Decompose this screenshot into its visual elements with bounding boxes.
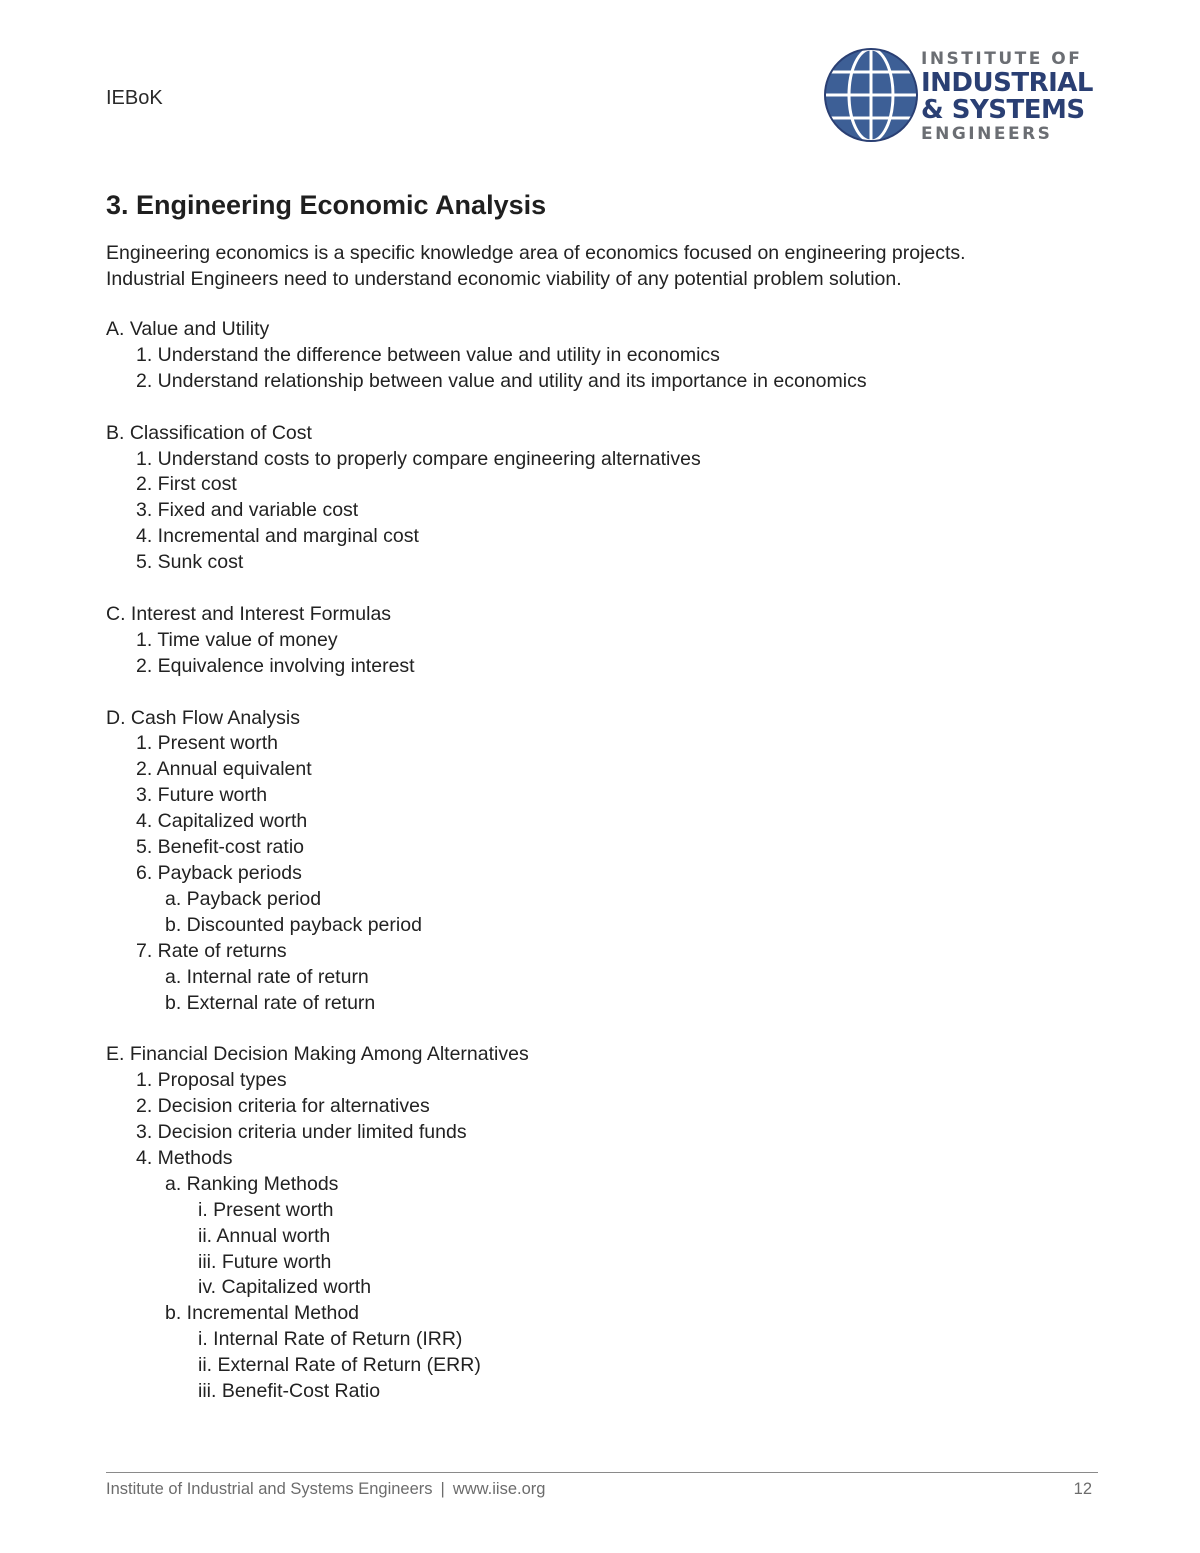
list-item-text: iii. Benefit-Cost Ratio (198, 1380, 381, 1403)
list-item-text: 1. Present worth (136, 732, 278, 755)
sub-list (165, 1198, 1106, 1302)
sub-list (165, 1327, 1106, 1405)
list-item (136, 757, 1106, 783)
outline-section (106, 317, 1106, 395)
list-item-text: i. Present worth (198, 1198, 334, 1221)
list-item-text: 4. Incremental and marginal cost (136, 525, 419, 548)
list-item (136, 550, 1106, 576)
list-item-text: 2. Equivalence involving interest (136, 654, 415, 677)
list-item-text: b. Discounted payback period (165, 913, 422, 936)
globe-icon (824, 48, 918, 142)
list-item (136, 1094, 1106, 1120)
list-item (136, 835, 1106, 861)
sub-list (136, 887, 1106, 939)
list-item (136, 447, 1106, 473)
outline-section (106, 602, 1106, 680)
list-item-text: 1. Proposal types (136, 1069, 287, 1092)
list-item-text: 7. Rate of returns (136, 939, 287, 962)
outline-section (106, 421, 1106, 576)
logo-line-industrial: INDUSTRIAL (921, 68, 1093, 98)
section-heading: A. Value and Utility (106, 318, 270, 340)
intro-paragraph (106, 240, 1106, 292)
list-item (136, 861, 1106, 939)
section-heading: E. Financial Decision Making Among Alternatives (106, 1043, 529, 1066)
sub-list (136, 965, 1106, 1017)
list-item-text: 3. Decision criteria under limited funds (136, 1121, 467, 1144)
logo-line-engineers: ENGINEERS (921, 124, 1053, 144)
list-item (198, 1224, 1106, 1250)
list-item (136, 731, 1106, 757)
list-item-text: b. Incremental Method (165, 1302, 360, 1325)
list-item-text: 4. Methods (136, 1146, 233, 1169)
page-title: 3. Engineering Economic Analysis (106, 190, 547, 220)
list-item-text: a. Ranking Methods (165, 1172, 339, 1195)
list-item-text: 6. Payback periods (136, 861, 302, 884)
outline-section (106, 1042, 1106, 1405)
list-item (136, 1146, 1106, 1405)
intro-line-2: Industrial Engineers need to understand economic viability of any potential problem solution. (106, 268, 902, 290)
list-item (136, 809, 1106, 835)
list-item-text: 5. Sunk cost (136, 551, 244, 574)
sub-list (106, 628, 1106, 680)
logo-line-institute: INSTITUTE OF (921, 49, 1083, 69)
footer-org: Institute of Industrial and Systems Engineers (106, 1480, 433, 1498)
list-item (136, 472, 1106, 498)
sub-list (106, 1068, 1106, 1405)
list-item (165, 913, 1106, 939)
topic-outline (106, 317, 1106, 1431)
list-item (136, 343, 1106, 369)
list-item (198, 1198, 1106, 1224)
list-item-text: 1. Understand the difference between value and utility in economics (136, 343, 720, 366)
footer-url[interactable]: www.iise.org (452, 1480, 546, 1498)
intro-line-1: Engineering economics is a specific knowledge area of economics focused on engineering projects. (106, 242, 966, 264)
footer-separator: | (440, 1480, 445, 1498)
list-item-text: 4. Capitalized worth (136, 810, 308, 833)
list-item-text: ii. External Rate of Return (ERR) (198, 1354, 481, 1377)
list-item-text: iv. Capitalized worth (198, 1276, 372, 1299)
sub-list (106, 447, 1106, 577)
section-heading: D. Cash Flow Analysis (106, 706, 300, 729)
section-heading: C. Interest and Interest Formulas (106, 602, 392, 625)
page-number: 12 (1073, 1480, 1092, 1498)
list-item (136, 1120, 1106, 1146)
sub-list (106, 731, 1106, 1016)
list-item (198, 1275, 1106, 1301)
list-item (136, 783, 1106, 809)
list-item (198, 1379, 1106, 1405)
document-label: IEBoK (106, 87, 163, 109)
list-item-text: iii. Future worth (198, 1250, 332, 1273)
iise-logo (824, 48, 1104, 146)
section-heading: B. Classification of Cost (106, 421, 312, 444)
list-item-text: 1. Understand costs to properly compare engineering alternatives (136, 447, 701, 470)
outline-section (106, 706, 1106, 1017)
list-item (136, 1068, 1106, 1094)
list-item (165, 1172, 1106, 1302)
list-item-text: 3. Fixed and variable cost (136, 499, 359, 522)
list-item (165, 1301, 1106, 1405)
list-item-text: a. Internal rate of return (165, 965, 369, 988)
list-item (136, 654, 1106, 680)
list-item-text: ii. Annual worth (198, 1224, 331, 1247)
list-item (198, 1250, 1106, 1276)
list-item-text: 3. Future worth (136, 784, 268, 807)
list-item-text: 2. Decision criteria for alternatives (136, 1095, 430, 1118)
list-item (136, 628, 1106, 654)
list-item (165, 965, 1106, 991)
list-item-text: b. External rate of return (165, 991, 376, 1014)
list-item-text: 5. Benefit-cost ratio (136, 836, 304, 859)
list-item (136, 498, 1106, 524)
list-item (165, 887, 1106, 913)
list-item-text: i. Internal Rate of Return (IRR) (198, 1328, 463, 1351)
list-item-text: 2. First cost (136, 473, 237, 496)
footer-divider (106, 1472, 1098, 1473)
page-footer (106, 1480, 1092, 1499)
list-item-text: a. Payback period (165, 887, 322, 910)
list-item-text: 2. Annual equivalent (136, 758, 312, 781)
list-item (198, 1353, 1106, 1379)
list-item-text: 1. Time value of money (136, 628, 338, 651)
list-item (136, 939, 1106, 1017)
list-item (136, 369, 1106, 395)
sub-list (106, 343, 1106, 395)
list-item-text: 2. Understand relationship between value and utility and its importance in economics (136, 369, 867, 392)
list-item (136, 524, 1106, 550)
list-item (198, 1327, 1106, 1353)
sub-list (136, 1172, 1106, 1405)
logo-line-systems: & SYSTEMS (921, 95, 1085, 125)
list-item (165, 991, 1106, 1017)
